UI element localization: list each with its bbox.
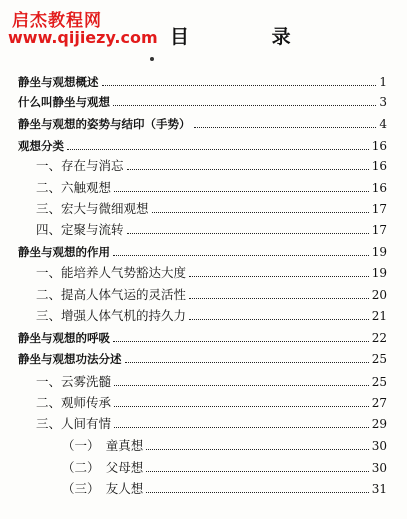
toc-entry <box>36 306 387 324</box>
dot-leader <box>114 385 369 386</box>
watermark-url: www.qijiezy.com <box>8 28 158 47</box>
toc-page-number: 17 <box>371 223 387 237</box>
toc-page-number: 16 <box>371 139 387 153</box>
toc-page-number: 4 <box>379 117 387 131</box>
dot-leader <box>146 449 368 450</box>
toc-entry <box>62 479 387 497</box>
toc-entry <box>18 114 387 132</box>
toc-page-number: 27 <box>371 396 387 410</box>
dot-leader <box>146 492 368 493</box>
dot-leader <box>189 276 369 277</box>
toc-entry <box>36 199 387 217</box>
toc-entry <box>36 263 387 281</box>
toc-entry-title: 一、云雾洗髓 <box>36 374 112 389</box>
toc-entry-title: 什么叫静坐与观想 <box>18 95 110 109</box>
toc-entry-title: （三） 友人想 <box>62 481 144 496</box>
dot-leader <box>113 341 369 342</box>
toc-entry-title: 三、人间有情 <box>36 416 112 431</box>
toc-entry-title: 静坐与观想的呼吸 <box>18 331 110 345</box>
dot-leader <box>114 191 369 192</box>
ink-speck <box>150 57 154 61</box>
toc-page-number: 25 <box>371 375 387 389</box>
toc-page-number: 22 <box>371 331 387 345</box>
dot-leader <box>113 105 376 106</box>
toc-entry-title: 四、定聚与流转 <box>36 222 124 237</box>
toc-entry <box>18 136 387 154</box>
dot-leader <box>114 427 369 428</box>
toc-page-number: 30 <box>371 461 387 475</box>
toc-entry-title: 三、增强人体气机的持久力 <box>36 308 187 323</box>
toc-entry <box>18 242 387 260</box>
toc-entry-title: （一） 童真想 <box>62 438 144 453</box>
dot-leader <box>114 406 369 407</box>
toc-entry-title: 静坐与观想功法分述 <box>18 352 122 366</box>
dot-leader <box>127 169 369 170</box>
toc-entry-title: 三、宏大与微细观想 <box>36 201 149 216</box>
toc-page-number: 16 <box>371 159 387 173</box>
toc-entry-title: 一、能培养人气势豁达大度 <box>36 265 187 280</box>
toc-entry-title: 二、观师传承 <box>36 395 112 410</box>
toc-entry <box>36 372 387 390</box>
dot-leader <box>189 298 369 299</box>
toc-entry-title: 一、存在与消忘 <box>36 158 124 173</box>
dot-leader <box>146 471 368 472</box>
toc-entry-title: 静坐与观想概述 <box>18 75 99 89</box>
toc-entry <box>36 393 387 411</box>
dot-leader <box>194 127 377 128</box>
dot-leader <box>113 255 369 256</box>
dot-leader <box>67 149 369 150</box>
toc-entry <box>18 92 387 110</box>
toc-entry-title: 二、六触观想 <box>36 180 112 195</box>
dot-leader <box>127 233 369 234</box>
toc-entry-title: 静坐与观想的作用 <box>18 245 110 259</box>
toc-entry-title: 观想分类 <box>18 139 64 153</box>
toc-entry-title: 二、提高人体气运的灵活性 <box>36 287 187 302</box>
toc-page-number: 19 <box>371 266 387 280</box>
dot-leader <box>125 362 369 363</box>
toc-entry <box>36 220 387 238</box>
toc-entry <box>18 328 387 346</box>
toc-page-number: 31 <box>371 482 387 496</box>
toc-entry-title: （二） 父母想 <box>62 460 144 475</box>
toc-page-number: 17 <box>371 202 387 216</box>
toc-entry <box>62 436 387 454</box>
toc-entry <box>36 285 387 303</box>
toc-page-number: 3 <box>379 95 387 109</box>
watermark-site-name: 启杰教程网 <box>12 11 102 31</box>
toc-entry-title: 静坐与观想的姿势与结印（手势） <box>18 117 191 131</box>
toc-entry <box>36 178 387 196</box>
toc-entry <box>62 458 387 476</box>
toc-entry <box>36 156 387 174</box>
toc-heading: 目 录 <box>170 26 329 48</box>
toc-page-number: 19 <box>371 245 387 259</box>
toc-page-number: 20 <box>371 288 387 302</box>
toc-entry <box>36 414 387 432</box>
dot-leader <box>152 212 369 213</box>
toc-entry <box>18 72 387 90</box>
dot-leader <box>189 319 369 320</box>
toc-page-number: 16 <box>371 181 387 195</box>
toc-page-number: 21 <box>371 309 387 323</box>
toc-page-number: 29 <box>371 417 387 431</box>
toc-page-number: 25 <box>371 352 387 366</box>
toc-entry <box>18 349 387 367</box>
dot-leader <box>102 85 377 86</box>
toc-page-number: 1 <box>379 75 387 89</box>
toc-page-number: 30 <box>371 439 387 453</box>
